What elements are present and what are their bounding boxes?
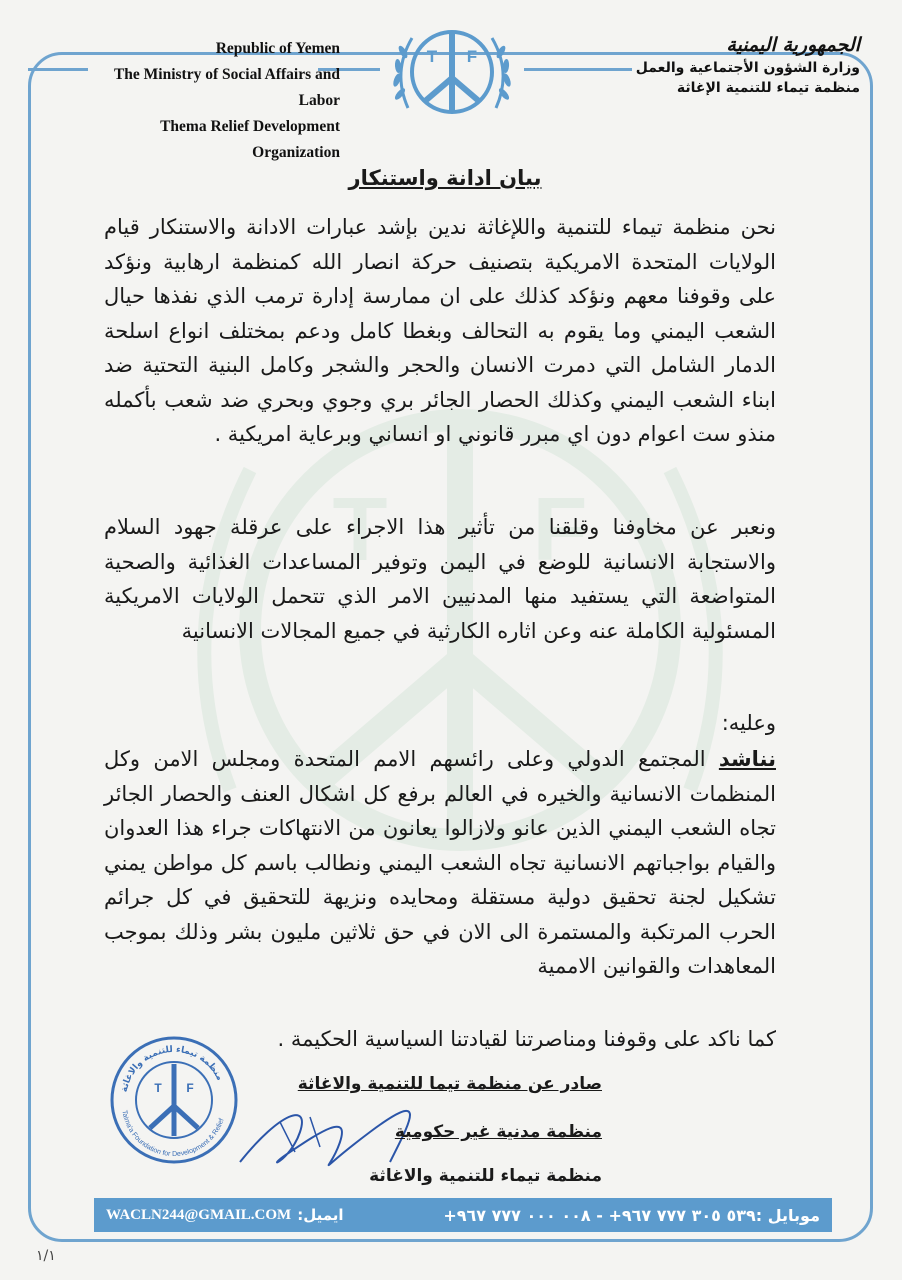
paragraph-therefore: وعليه: <box>721 711 776 735</box>
header-ar-republic: الجمهورية اليمنية <box>726 34 860 56</box>
statement-title: بيان ادانة واستنكار <box>348 166 542 190</box>
footer-email-group <box>106 1206 344 1224</box>
paragraph-appeal <box>104 742 776 984</box>
footer-bar <box>94 1198 832 1232</box>
header-arabic <box>590 32 860 98</box>
appeal-lead: نناشد <box>718 747 776 771</box>
header-ar-ministry: وزارة الشؤون الأجتماعية والعمل <box>635 60 860 76</box>
header-english <box>70 36 340 166</box>
stamp-letter-t: T <box>154 1081 162 1095</box>
header-en-republic: Republic of Yemen <box>215 40 340 57</box>
watermark-letter-t: T <box>332 480 388 580</box>
footer-email-label: ايميل: <box>297 1206 344 1224</box>
stamp-letter-f: F <box>186 1081 194 1095</box>
ngo-line: منظمة مدنية غير حكومية <box>394 1122 602 1142</box>
header-en-organization: Thema Relief Development Organization <box>160 118 340 161</box>
stamp-arabic-path: منظمة تيماء للتنمية والاغاثة <box>119 1044 225 1094</box>
stamp-english-path: Taima'a Foundation for Development & Relief <box>120 1109 226 1159</box>
paragraph-closing: كما ناكد على وقوفنا ومناصرتنا لقيادتنا السياسية الحكيمة . <box>277 1027 776 1051</box>
issued-by-line: صادر عن منظمة تيما للتنمية والاغاثة <box>297 1074 602 1094</box>
appeal-text: المجتمع الدولي وعلى رائسهم الامم المتحدة ومجلس الامن وكل المنظمات الانسانية والخيره في العالم برفع كل اشكال العنف والحصار الجائر تجاه الشعب اليمني الذين عانو ولازالوا يعانون من الانتهاكات جراء هذا العدوان والقيام بواجباتهم الانسانية تجاه الشعب اليمني ونطالب باسم كل مواطن يمني تشكيل لجنة تحقيق دولية مستقلة ومحايده ونزيهة للتحقيق في كل جرائم الحرب المرتكبة والمستمرة الى الان في حق ثلاثين مليون بشر وذلك بموجب المعاهدات والقوانين الاممية <box>104 747 776 978</box>
header-ar-organization: منظمة تيماء للتنمية الإغاثة <box>676 80 860 96</box>
header-en-ministry: The Ministry of Social Affairs and Labor <box>113 66 340 109</box>
logo-letter-t: T <box>426 47 438 66</box>
paragraph-condemnation: نحن منظمة تيماء للتنمية واللإغاثة ندين بإشد عبارات الادانة والاستنكار قيام الولايات المتحدة الامريكية بتصنيف حركة انصار الله كمنظمة ارهابية ونؤكد على وقوفنا معهم ونؤكد كذلك على ان ممارسة إدارة ترمب الذي نفذها حيال الشعب اليمني وما يقوم به التحالف وبغطا كامل ودعم بمختلف انواع اسلحة الدمار الشامل التي دمرت الانسان والحجر والشجر وكامل البنية التحتية ضد ابناء الشعب اليمني وكذلك الحصار الجائر بري وجوي وبحري ضد شعب بأكمله منذو ست اعوام دون اي مبرر قانوني او انساني وبرعاية امريكية . <box>104 215 776 446</box>
logo-letter-f: F <box>466 47 478 66</box>
footer-phone: موبايل :٥٣٩ ٣٠٥ ٧٧٧ ٩٦٧+ - ٠٠٨ ٠٠٠ ٧٧٧ ٩٦٧+ <box>443 1205 820 1225</box>
organization-logo <box>386 22 518 122</box>
footer-email: WACLN244@GMAIL.COM <box>106 1206 292 1223</box>
paragraph-concerns: ونعبر عن مخاوفنا وقلقنا من تأثير هذا الاجراء على عرقلة جهود السلام والاستجابة الانسانية للوضع في اليمن وتوفير المساعدات الغذائية والصحية المتواضعة التي يستفيد منها المدنيين الامر الذي تتحمل الولايات الامريكية المسئولية الكاملة عنه وعن اثاره الكارثية في جميع المجالات الانسانية <box>104 515 776 643</box>
page-number: ١/١ <box>36 1248 56 1264</box>
watermark-letter-f: F <box>532 480 588 580</box>
organization-signature-line: منظمة تيماء للتنمية والاغاثة <box>369 1166 602 1186</box>
